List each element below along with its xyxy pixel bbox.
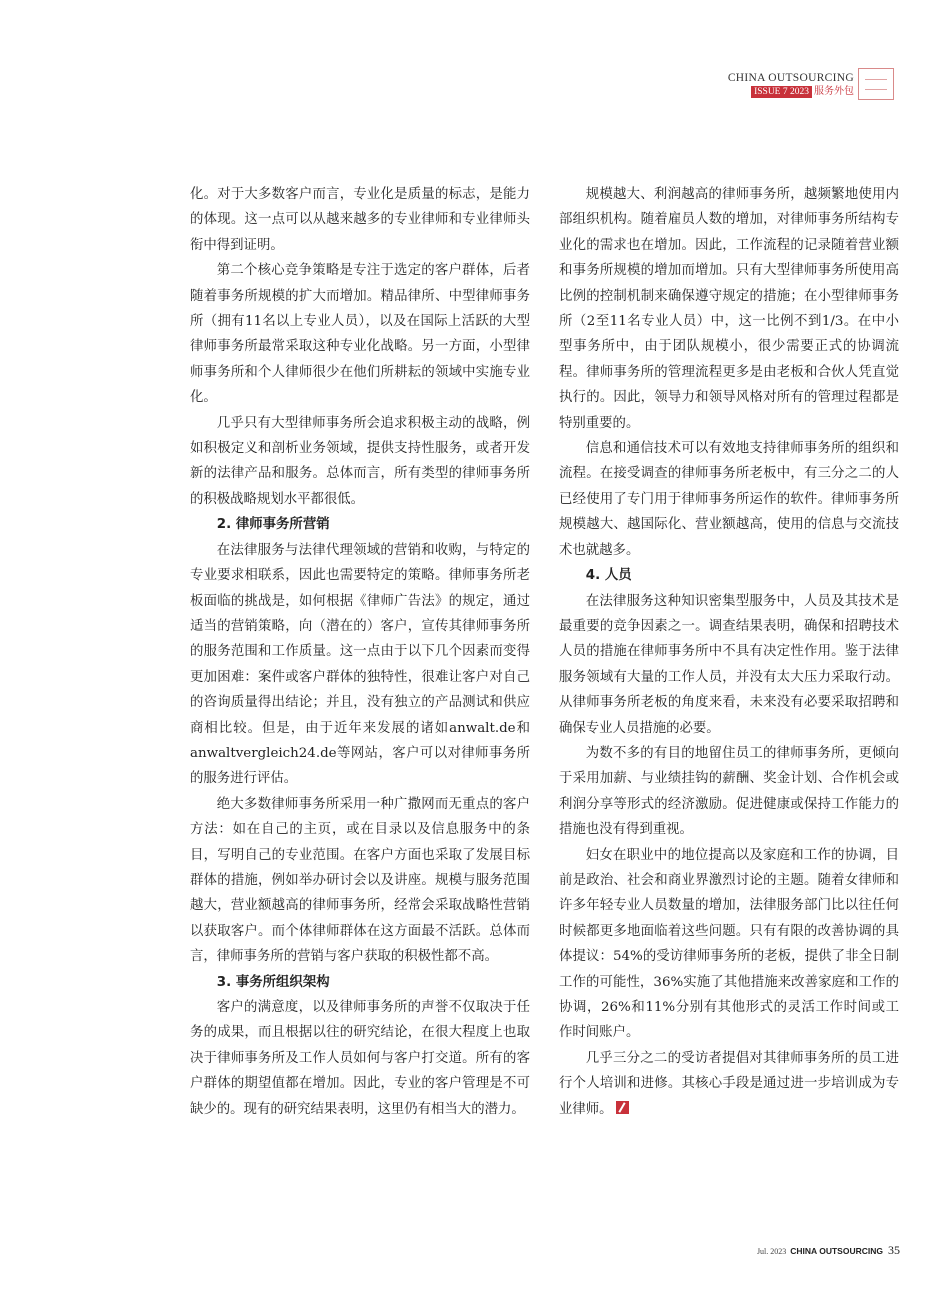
left-column [190,182,530,1122]
paragraph: 第二个核心竞争策略是专注于选定的客户群体，后者随着事务所规模的扩大而增加。精品律所、中型律师事务所（拥有11名以上专业人员），以及在国际上活跃的大型律师事务所最常采取这种专业化战略。另一方面，小型律师事务所和个人律师很少在他们所耕耘的领域中实施专业化。 [190,263,530,406]
footer-date: Jul. 2023 [756,1247,787,1256]
paragraph: 客户的满意度，以及律师事务所的声誉不仅取决于任务的成果，而且根据以往的研究结论，在很大程度上也取决于律师事务所及工作人员如何与客户打交道。所有的客户群体的期望值都在增加。因此，专业的客户管理是不可缺少的。现有的研究结果表明，这里仍有相当大的潜力。 [190,1000,530,1117]
section-heading: 2. 律师事务所营销 [216,517,330,533]
paragraph: 绝大多数律师事务所采用一种广撒网而无重点的客户方法：如在自己的主页，或在目录以及信息服务中的条目，写明自己的专业范围。在客户方面也采取了发展目标群体的措施，例如举办研讨会以及讲座。规模与服务范围越大，营业额越高的律师事务所，经常会采取战略性营销以获取客户。而个体律师群体在这方面最不活跃。总体而言，律师事务所的营销与客户获取的积极性都不高。 [190,796,530,965]
paragraph: 在法律服务这种知识密集型服务中，人员及其技术是最重要的竞争因素之一。调查结果表明，确保和招聘技术人员的措施在律师事务所中不具有决定性作用。鉴于法律服务领域有大量的工作人员，并没有太大压力采取行动。从律师事务所老板的角度来看，未来没有必要采取招聘和确保专业人员措施的必要。 [559,593,899,736]
paragraph: 化。对于大多数客户而言，专业化是质量的标志，是能力的体现。这一点可以从越来越多的专业律师和专业律师头衔中得到证明。 [190,187,530,253]
paragraph: 信息和通信技术可以有效地支持律师事务所的组织和流程。在接受调查的律师事务所老板中，有三分之二的人已经使用了专门用于律师事务所运作的软件。律师事务所规模越大、越国际化、营业额越高，使用的信息与交流技术也就越多。 [559,441,899,558]
issue-badge: ISSUE 7 2023 [751,86,812,98]
paragraph: 为数不多的有目的地留住员工的律师事务所，更倾向于采用加薪、与业绩挂钩的薪酬、奖金计划、合作机会或利润分享等形式的经济激励。促进健康或保持工作能力的措施也没有得到重视。 [559,745,899,838]
paragraph: 在法律服务与法律代理领域的营销和收购，与特定的专业要求相联系，因此也需要特定的策略。律师事务所老板面临的挑战是，如何根据《律师广告法》的规定，通过适当的营销策略，向（潜在的）客户，宣传其律师事务所的服务范围和工作质量。这一点由于以下几个因素而变得更加困难：案件或客户群体的独特性，很难让客户对自己的咨询质量得出结论；并且，没有独立的产品测试和供应商相比较。但是，由于近年来发展的诸如anwalt.de和anwaltvergleich24.de等网站，客户可以对律师事务所的服务进行评估。 [190,542,530,787]
header-magazine-title: CHINA OUTSOURCING [727,72,854,84]
section-name: 服务外包 [814,86,854,97]
paragraph-last [559,1046,899,1122]
paragraph: 几乎只有大型律师事务所会追求积极主动的战略，例如积极定义和剖析业务领域，提供支持性服务，或者开发新的法律产品和服务。总体而言，所有类型的律师事务所的积极战略规划水平都很低。 [190,415,530,507]
right-column [559,182,899,1122]
section-heading: 3. 事务所组织架构 [216,974,330,990]
running-header [728,72,854,98]
footer-magazine: CHINA OUTSOURCING [790,1246,883,1256]
header-issue-row [728,86,854,98]
section-heading: 4. 人员 [585,568,632,584]
paragraph: 妇女在职业中的地位提高以及家庭和工作的协调，目前是政治、社会和商业界激烈讨论的主题。随着女律师和许多年轻专业人员数量的增加，法律服务部门比以往任何时候都更多地面临着这些问题。只有有限的改善协调的具体提议：54%的受访律师事务所的老板，提供了非全日制工作的可能性，36%实施了其他措施来改善家庭和工作的协调，26%和11%分别有其他形式的灵活工作时间或工作时间账户。 [559,847,899,1041]
end-mark-icon [616,1101,629,1114]
page-number: 35 [888,1243,900,1257]
paragraph-text: 几乎三分之二的受访者提倡对其律师事务所的员工进行个人培训和进修。其核心手段是通过进一步培训成为专业律师。 [559,1050,899,1117]
seal-logo-icon [858,68,894,100]
paragraph: 规模越大、利润越高的律师事务所，越频繁地使用内部组织机构。随着雇员人数的增加，对律师事务所结构专业化的需求也在增加。因此，工作流程的记录随着营业额和事务所规模的增加而增加。只有大型律师事务所使用高比例的控制机制来确保遵守规定的措施；在小型律师事务所（2至11名专业人员）中，这一比例不到1/3。在中小型事务所中，由于团队规模小，很少需要正式的协调流程。律师事务所的管理流程更多是由老板和合伙人凭直觉执行的。因此，领导力和领导风格对所有的管理过程都是特别重要的。 [559,187,899,431]
page-footer [757,1243,900,1258]
